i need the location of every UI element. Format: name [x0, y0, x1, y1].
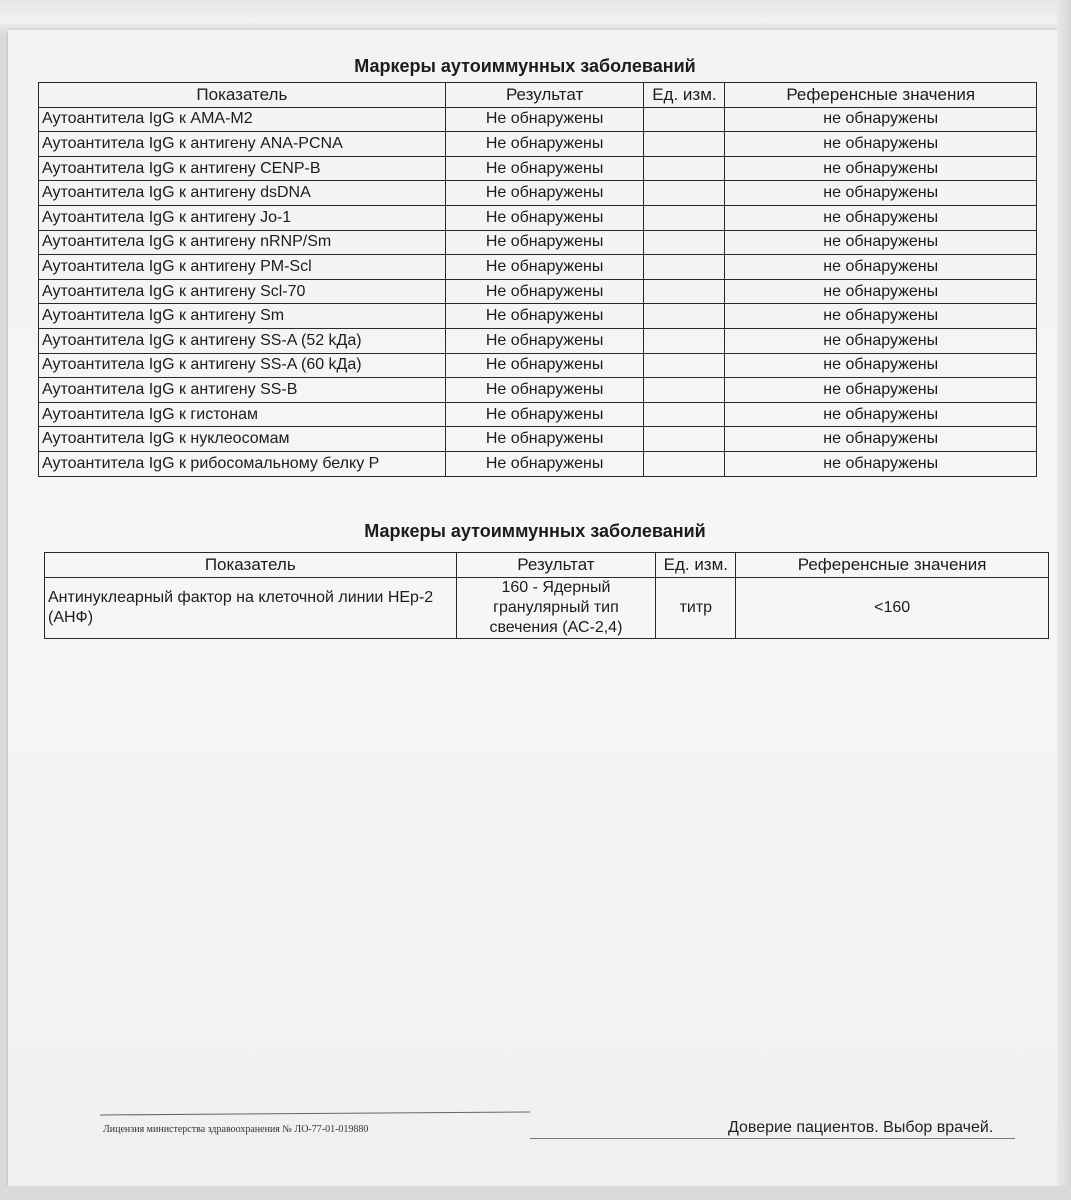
- cell-reference: не обнаружены: [725, 205, 1037, 230]
- cell-result: Не обнаружены: [445, 205, 644, 230]
- cell-reference: не обнаружены: [725, 378, 1037, 403]
- table-row: [39, 205, 1037, 230]
- table-row: [39, 353, 1037, 378]
- cell-result: Не обнаружены: [445, 328, 644, 353]
- table-row: [39, 427, 1037, 452]
- cell-result: Не обнаружены: [445, 132, 644, 157]
- cell-indicator: Аутоантитела IgG к антигену ANA-PCNA: [39, 132, 446, 157]
- cell-indicator: Аутоантитела IgG к гистонам: [39, 402, 446, 427]
- table-header-row: [39, 83, 1037, 108]
- cell-result: Не обнаружены: [445, 402, 644, 427]
- table-row: [39, 156, 1037, 181]
- cell-unit: [644, 205, 725, 230]
- header-result: Результат: [445, 83, 644, 108]
- cell-reference: <160: [736, 577, 1049, 638]
- header-reference: Референсные значения: [725, 83, 1037, 108]
- cell-indicator: Аутоантитела IgG к антигену nRNP/Sm: [39, 230, 446, 255]
- cell-result: Не обнаружены: [445, 304, 644, 329]
- cell-reference: не обнаружены: [725, 255, 1037, 280]
- cell-result: Не обнаружены: [445, 353, 644, 378]
- cell-result: Не обнаружены: [445, 156, 644, 181]
- cell-indicator: Аутоантитела IgG к антигену CENP-B: [39, 156, 446, 181]
- cell-result: Не обнаружены: [445, 107, 644, 132]
- cell-result: 160 - Ядерный гранулярный тип свечения (АС-2,4): [456, 577, 656, 638]
- cell-unit: [644, 156, 725, 181]
- cell-unit: [644, 402, 725, 427]
- footer-divider-right: [530, 1138, 1015, 1139]
- header-unit: Ед. изм.: [644, 83, 725, 108]
- cell-reference: не обнаружены: [725, 107, 1037, 132]
- header-result: Результат: [456, 553, 656, 578]
- cell-reference: не обнаружены: [725, 304, 1037, 329]
- cell-reference: не обнаружены: [725, 402, 1037, 427]
- cell-indicator: Аутоантитела IgG к антигену Sm: [39, 304, 446, 329]
- cell-reference: не обнаружены: [725, 132, 1037, 157]
- slogan-text: Доверие пациентов. Выбор врачей.: [728, 1119, 994, 1136]
- cell-indicator: Аутоантитела IgG к антигену dsDNA: [39, 181, 446, 206]
- cell-reference: не обнаружены: [725, 230, 1037, 255]
- table-row: [39, 132, 1037, 157]
- cell-reference: не обнаружены: [725, 156, 1037, 181]
- cell-indicator: Аутоантитела IgG к антигену PM-Scl: [39, 255, 446, 280]
- cell-unit: [644, 230, 725, 255]
- cell-result: Не обнаружены: [445, 230, 644, 255]
- header-reference: Референсные значения: [736, 553, 1049, 578]
- sleeve-bottom-edge: [0, 1186, 1071, 1200]
- cell-unit: [644, 132, 725, 157]
- table-row: [39, 451, 1037, 476]
- cell-result: Не обнаружены: [445, 255, 644, 280]
- header-indicator: Показатель: [39, 83, 446, 108]
- cell-unit: [644, 181, 725, 206]
- cell-unit: [644, 451, 725, 476]
- cell-reference: не обнаружены: [725, 181, 1037, 206]
- cell-result: Не обнаружены: [445, 181, 644, 206]
- cell-unit: [644, 304, 725, 329]
- section-title-2: Маркеры аутоиммунных заболеваний: [364, 521, 706, 541]
- cell-unit: титр: [656, 577, 736, 638]
- cell-reference: не обнаружены: [725, 279, 1037, 304]
- cell-unit: [644, 255, 725, 280]
- cell-result: Не обнаружены: [445, 451, 644, 476]
- cell-indicator: Аутоантитела IgG к антигену Scl-70: [39, 279, 446, 304]
- license-text: Лицензия министерства здравоохранения № ЛО-77-01-019880: [103, 1124, 369, 1135]
- cell-indicator: Аутоантитела IgG к АМА-М2: [39, 107, 446, 132]
- cell-unit: [644, 378, 725, 403]
- cell-result: Не обнаружены: [445, 279, 644, 304]
- table-row: [39, 328, 1037, 353]
- sleeve-top-edge: [0, 0, 1071, 34]
- table-row: [45, 577, 1049, 638]
- cell-result: Не обнаружены: [445, 378, 644, 403]
- cell-unit: [644, 328, 725, 353]
- table-row: [39, 230, 1037, 255]
- header-indicator: Показатель: [45, 553, 457, 578]
- cell-indicator: Аутоантитела IgG к антигену SS-A (52 kДа): [39, 328, 446, 353]
- header-unit: Ед. изм.: [656, 553, 736, 578]
- table-body: [39, 107, 1037, 476]
- table-row: [39, 181, 1037, 206]
- table-row: [39, 255, 1037, 280]
- cell-reference: не обнаружены: [725, 451, 1037, 476]
- cell-indicator: Антинуклеарный фактор на клеточной линии HEp-2 (АНФ): [45, 577, 457, 638]
- cell-unit: [644, 427, 725, 452]
- table-header-row: [45, 553, 1049, 578]
- table-row: [39, 378, 1037, 403]
- sleeve-right-edge: [1057, 0, 1071, 1200]
- cell-indicator: Аутоантитела IgG к антигену SS-B: [39, 378, 446, 403]
- cell-indicator: Аутоантитела IgG к нуклеосомам: [39, 427, 446, 452]
- cell-indicator: Аутоантитела IgG к рибосомальному белку P: [39, 451, 446, 476]
- cell-indicator: Аутоантитела IgG к антигену Jo-1: [39, 205, 446, 230]
- cell-unit: [644, 107, 725, 132]
- cell-unit: [644, 279, 725, 304]
- table-row: [39, 304, 1037, 329]
- cell-reference: не обнаружены: [725, 353, 1037, 378]
- results-table-1: [38, 82, 1037, 477]
- results-table-2: [44, 552, 1049, 639]
- table-row: [39, 107, 1037, 132]
- table-row: [39, 279, 1037, 304]
- cell-result: Не обнаружены: [445, 427, 644, 452]
- cell-reference: не обнаружены: [725, 328, 1037, 353]
- section-title-1: Маркеры аутоиммунных заболеваний: [354, 56, 696, 76]
- cell-unit: [644, 353, 725, 378]
- cell-indicator: Аутоантитела IgG к антигену SS-A (60 kДа): [39, 353, 446, 378]
- table-row: [39, 402, 1037, 427]
- cell-reference: не обнаружены: [725, 427, 1037, 452]
